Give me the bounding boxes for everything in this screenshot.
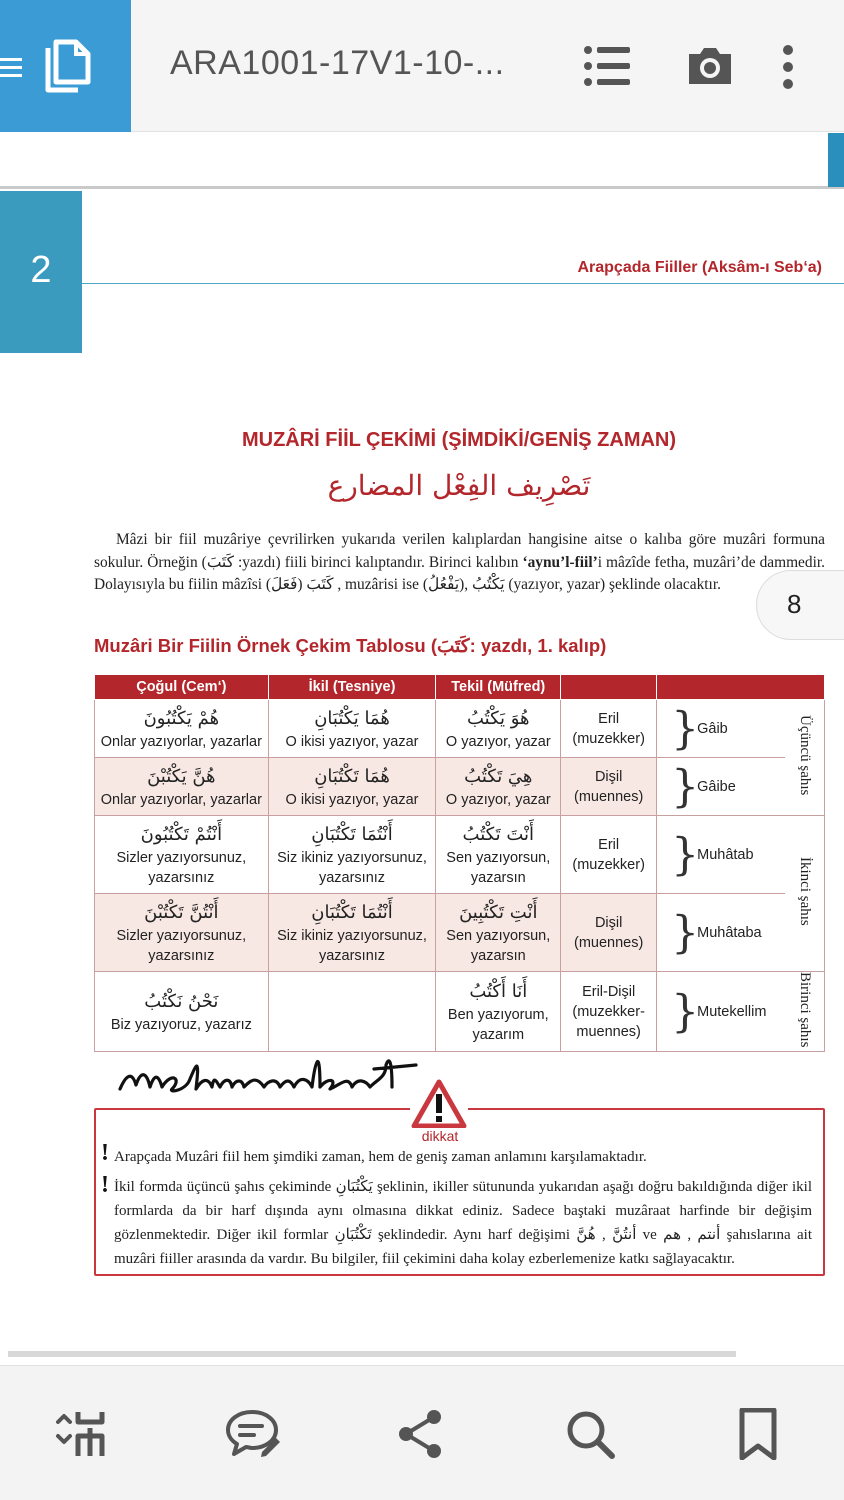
bottom-toolbar	[0, 1365, 844, 1500]
warning-text	[114, 1145, 812, 1271]
group-label-first: Birinci şahıs	[785, 972, 825, 1052]
person-cell: } Gâibe	[657, 758, 785, 816]
plural-cell: هُمْ يَكْتُبُونَ Onlar yazıyorlar, yazarlar	[95, 700, 269, 758]
brace-icon: }	[671, 986, 700, 1038]
person-cell: } Muhâtab	[657, 816, 785, 894]
chapter-number: 2	[30, 249, 52, 291]
person-cell: } Muhâtaba	[657, 894, 785, 972]
dual-cell: أَنْتُمَا تَكْتُبَانِ Siz ikiniz yazıyorsunuz, yazarsınız	[268, 894, 436, 972]
page-navigate-icon[interactable]	[54, 1408, 110, 1460]
running-header: Arapçada Fiiller (Aksâm-ı Seb‘a)	[577, 259, 822, 276]
share-icon[interactable]	[394, 1408, 450, 1460]
dual-cell: هُمَا تَكْتُبَانِ O ikisi yazıyor, yazar	[268, 758, 436, 816]
singular-cell: أَنْتَ تَكْتُبُ Sen yazıyorsun, yazarsın	[436, 816, 561, 894]
brace-icon: }	[671, 829, 700, 880]
previous-page-blue-edge	[828, 133, 844, 187]
conjugation-table	[94, 674, 825, 1052]
singular-cell: هِيَ تَكْتُبُ O yazıyor, yazar	[436, 758, 561, 816]
menu-icon[interactable]	[0, 58, 22, 78]
document-viewport[interactable]	[0, 133, 844, 1365]
bookmark-icon[interactable]	[730, 1408, 786, 1460]
dual-cell: أَنْتُمَا تَكْتُبَانِ Siz ikiniz yazıyorsunuz, yazarsınız	[268, 816, 436, 894]
header-person	[657, 675, 825, 700]
header-gender	[561, 675, 657, 700]
brace-icon: }	[671, 703, 700, 754]
arabic-title: تَصْرِيف الفِعْل المضارع	[327, 469, 591, 502]
more-vert-icon[interactable]	[780, 44, 796, 90]
warning-line-1: Arapçada Muzâri fiil hem şimdiki zaman, hem de geniş zaman anlamını karşılamaktadır.	[114, 1149, 647, 1165]
intro-paragraph: Mâzi bir fiil muzâriye çevrilirken yukarıda verilen kalıplardan hangisine aitse o kalıba göre muzâri formuna sokulur. Örneğin (كَتَبَ :yazdı) fiili birinci kalıptandır. Birinci kalıbın ‘aynu’l-fiil’i mâzîde fetha, muzâri’de dammedir. Dolayısıyla bu fiilin mâzîsi (فَعَلَ) كَتَبَ , muzârisi ise (يَفْعُلُ), يَكْتُبُ (yazıyor, yazar) şeklinde olacaktır.	[94, 531, 825, 593]
exclamation-icon: !	[101, 1140, 109, 1166]
header-plural: Çoğul (Cem‘)	[95, 675, 269, 700]
table-header-row	[95, 675, 825, 700]
document-title[interactable]: ARA1001-17V1-10-...	[170, 44, 505, 82]
plural-cell: نَحْنُ نَكْتُبُ Biz yazıyoruz, yazarız	[95, 972, 269, 1052]
table-row	[95, 700, 825, 758]
brace-icon: }	[671, 761, 700, 812]
exclamation-icon: !	[101, 1172, 109, 1198]
header-rule	[82, 283, 844, 284]
header-dual: İkil (Tesniye)	[268, 675, 436, 700]
camera-icon[interactable]	[686, 46, 734, 86]
gender-cell: Eril (muzekker)	[561, 816, 657, 894]
gender-cell: Eril (muzekker)	[561, 700, 657, 758]
section-title: MUZÂRİ FİİL ÇEKİMİ (ŞİMDİKİ/GENİŞ ZAMAN)	[241, 429, 677, 451]
previous-page-edge	[0, 133, 844, 189]
handwritten-signature	[116, 1035, 436, 1105]
singular-cell: أَنْتِ تَكْتُبِينَ Sen yazıyorsun, yazarsın	[436, 894, 561, 972]
page-number: 8	[787, 589, 802, 619]
dual-cell: هُمَا يَكْتُبَانِ O ikisi yazıyor, yazar	[268, 700, 436, 758]
warning-label: dikkat	[412, 1128, 468, 1144]
group-label-second: İkinci şahıs	[785, 816, 825, 972]
person-cell: } Mutekellim	[657, 972, 785, 1052]
warning-icon	[410, 1078, 468, 1130]
person-cell: } Gâib	[657, 700, 785, 758]
list-icon[interactable]	[584, 44, 630, 88]
search-icon[interactable]	[564, 1408, 620, 1460]
gender-cell: Dişil (muennes)	[561, 758, 657, 816]
singular-cell: هُوَ يَكْتُبُ O yazıyor, yazar	[436, 700, 561, 758]
singular-cell: أَنَا أَكْتُبُ Ben yazıyorum, yazarım	[436, 972, 561, 1052]
gender-cell: Dişil (muennes)	[561, 894, 657, 972]
comment-icon[interactable]	[224, 1408, 280, 1460]
gender-cell: Eril-Dişil (muzekker- muennes)	[561, 972, 657, 1052]
appbar-left-block	[0, 0, 131, 132]
table-row	[95, 758, 825, 816]
table-row	[95, 894, 825, 972]
horizontal-scrollbar[interactable]	[8, 1351, 736, 1357]
app-bar	[0, 0, 844, 132]
plural-cell: هُنَّ يَكْتُبْنَ Onlar yazıyorlar, yazarlar	[95, 758, 269, 816]
table-title: Muzâri Bir Fiilin Örnek Çekim Tablosu (كَتَبَ: yazdı, 1. kalıp)	[94, 635, 607, 656]
plural-cell: أَنْتُنَّ تَكْتُبْنَ Sizler yazıyorsunuz, yazarsınız	[95, 894, 269, 972]
table-row	[95, 816, 825, 894]
file-copy-icon[interactable]	[40, 38, 94, 96]
group-label-third: Üçüncü şahıs	[785, 700, 825, 816]
header-singular: Tekil (Müfred)	[436, 675, 561, 700]
plural-cell: أَنْتُمْ تَكْتُبُونَ Sizler yazıyorsunuz, yazarsınız	[95, 816, 269, 894]
chapter-tab	[0, 191, 82, 353]
page-number-tab	[756, 570, 844, 640]
warning-line-2: İkil formda üçüncü şahıs çekiminde يَكْتُبَانِ şeklinin, ikiller sütununda yukarıdan aşağı doğru bakıldığında diğer ikil formlarda da bir harf dışında aynı olmasına dikkat ediniz. Sadece baştaki muzâraat harfinde bir değişim gözlenmektedir. Diğer ikil formlar تَكْتُبَانِ şeklindedir. Aynı harf değişimi هُنَّ , أنتُنَّ ve هم , أنتم şahıslarına ait muzâri fiiller arasında da vardır. Bu bilgiler, fiil çekimini daha kolay ezberlemenize katkı sağlayacaktır.	[114, 1179, 813, 1267]
brace-icon: }	[671, 907, 700, 958]
